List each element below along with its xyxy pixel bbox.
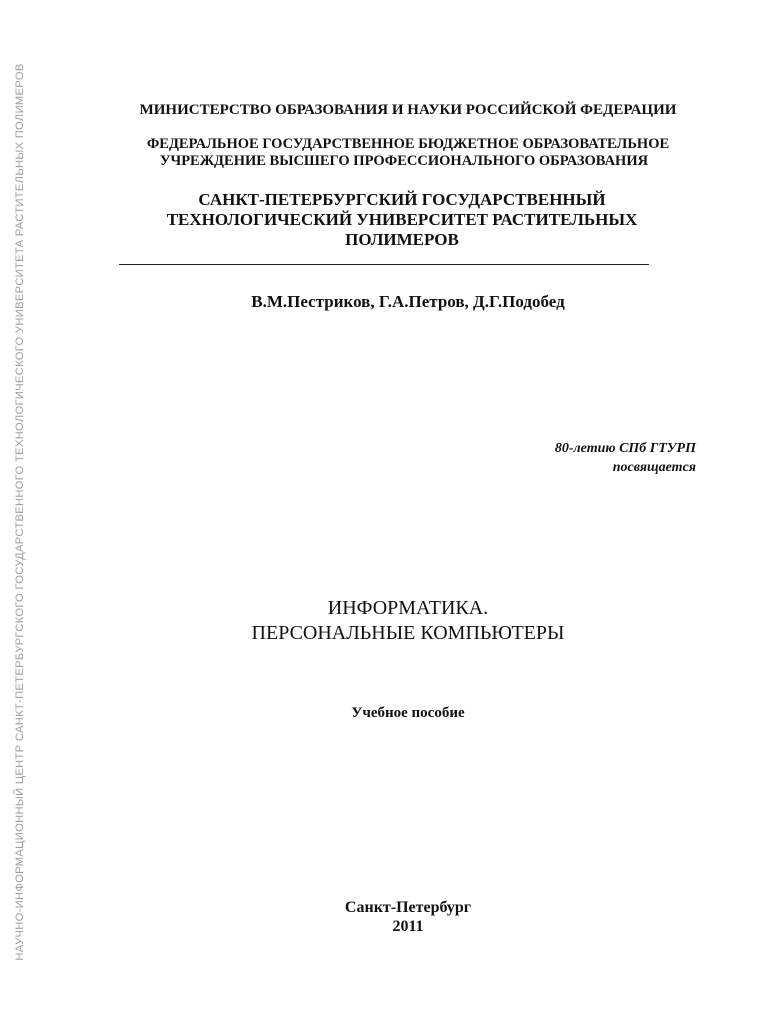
imprint-year: 2011 (392, 918, 424, 935)
authors: В.М.Пестриков, Г.А.Петров, Д.Г.Подобед (251, 292, 565, 311)
institution-line-1: ФЕДЕРАЛЬНОЕ ГОСУДАРСТВЕННОЕ БЮДЖЕТНОЕ ОБРАЗОВАТЕЛЬНОЕ (146, 136, 670, 152)
side-watermark: НАУЧНО-ИНФОРМАЦИОННЫЙ ЦЕНТР САНКТ-ПЕТЕРБУРГСКОГО ГОСУДАРСТВЕННОГО ТЕХНОЛОГИЧЕСКОГО УНИВЕРСИТЕТА РАСТИТЕЛЬНЫХ ПОЛИМЕРОВ (14, 63, 26, 961)
dedication-line-2: посвящается (612, 460, 696, 475)
header-divider (119, 264, 649, 265)
book-subtitle: Учебное пособие (351, 705, 465, 721)
university-line-3: ПОЛИМЕРОВ (345, 230, 459, 249)
institution-line-2: УЧРЕЖДЕНИЕ ВЫСШЕГО ПРОФЕССИОНАЛЬНОГО ОБРАЗОВАНИЯ (159, 153, 649, 169)
book-title-line-2: ПЕРСОНАЛЬНЫЕ КОМПЬЮТЕРЫ (251, 622, 565, 644)
ministry-heading: МИНИСТЕРСТВО ОБРАЗОВАНИЯ И НАУКИ РОССИЙСКОЙ ФЕДЕРАЦИИ (139, 102, 677, 118)
book-title-line-1: ИНФОРМАТИКА. (327, 597, 489, 619)
imprint-city: Санкт-Петербург (344, 899, 472, 916)
university-line-1: САНКТ-ПЕТЕРБУРГСКИЙ ГОСУДАРСТВЕННЫЙ (198, 190, 606, 209)
university-line-2: ТЕХНОЛОГИЧЕСКИЙ УНИВЕРСИТЕТ РАСТИТЕЛЬНЫХ (166, 210, 638, 229)
dedication-line-1: 80-летию СПб ГТУРП (554, 441, 696, 456)
